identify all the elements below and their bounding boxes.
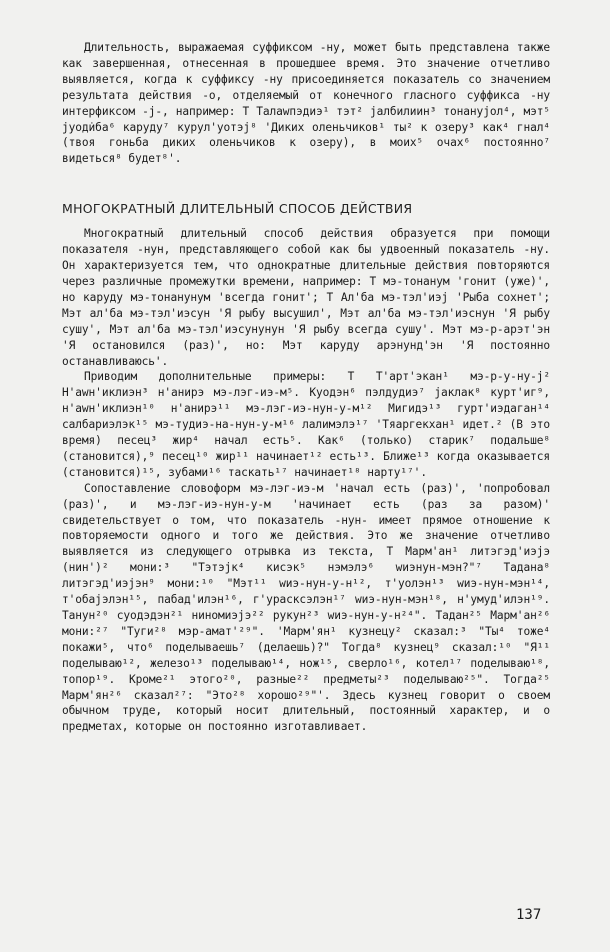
section-heading: МНОГОКРАТНЫЙ ДЛИТЕЛЬНЫЙ СПОСОБ ДЕЙСТВИЯ <box>62 201 413 217</box>
paragraph-multiplicative-definition: Многократный длительный способ действия образуется при помощи показателя -нун, представляющего собой как бы удвоенный показатель -ну. Он характеризуется тем, что однократные длительные действия повторяются через различные промежутки времени, например: Т мэ-тонанум 'гонит (уже)', но каруду мэ-тонанунум 'всегда гонит'; Т Ал'ба мэ-тэл'иэj 'Рыба сохнет'; Мэт ал'ба мэ-тэл'иэсун 'Я рыбу высушил', Мэт ал'ба мэ-тэл'иэснун 'Я рыбу сушу', Мэт ал'ба мэ-тэл'иэсунунун 'Я рыбу всегда сушу'. Мэт мэ-р-арэт'эн 'Я остановился (раз)', но: Мэт каруду арэнунд'эн 'Я постоянно останавливаюсь'. <box>62 227 550 368</box>
page-body <box>62 40 550 735</box>
page-number: 137 <box>516 907 542 923</box>
paragraph-additional-examples: Приводим дополнительные примеры: Т Т'арт'экан¹ мэ-р-у-ну-j² Н'аwн'иклиэн³ н'анирэ мэ-лэг-иэ-м⁵. Куодэн⁶ пэлдудиэ⁷ jаклак⁸ курт'иг⁹, н'аwн'иклиэн¹⁰ н'анирэ¹¹ мэ-лэг-иэ-нун-у-м¹² Мигидэ¹³ гурт'иэдаган¹⁴ салбариэлэк¹⁵ мэ-тудиэ-на-нун-у-м¹⁶ лалимэлэ¹⁷ 'Тяаргекхан¹ идет.² (В это время) песец³ жир⁴ начал есть⁵. Как⁶ (только) старик⁷ подальше⁸ (становится),⁹ песец¹⁰ жир¹¹ начинает¹² есть¹³. Ближе¹³ когда оказывается (становится)¹⁵, зубами¹⁶ таскать¹⁷ начинает¹⁸ нарту¹⁷'. <box>62 370 550 479</box>
paragraph-comparison: Сопоставление словоформ мэ-лэг-иэ-м 'начал есть (раз)', 'попробовал (раз)', и мэ-лэг-иэ-нун-у-м 'начинает есть (раз за разом)' свидетельствует о том, что показатель -нун- имеет прямое отношение к повторяемости одного и того же действия. Это же значение отчетливо выявляется из следующего отрывка из текста, Т Марм'ан¹ литэгэд'иэjэ (нин')² мони:³ "Тэтэjк⁴ кисэк⁵ нэмэлэ⁶ wиэнун-мэн?"⁷ Тадана⁸ литэгэд'иэjэн⁹ мони:¹⁰ "Мэт¹¹ wиэ-нун-у-н¹², т'уолэн¹³ wиэ-нун-мэн¹⁴, т'обаjэлэн¹⁵, пабад'илэн¹⁶, г'урасксэлэн¹⁷ wиэ-нун-мэн¹⁸, н'умуд'илэн¹⁹. Танун²⁰ суодэдэн²¹ ниномиэjэ²² рукун²³ wиэ-нун-у-н²⁴". Тадан²⁵ Марм'ан²⁶ мони:²⁷ "Туги²⁸ мэр-амат'²⁹". 'Марм'ян¹ кузнецу² сказал:³ "Ты⁴ тоже⁴ покажи⁵, что⁶ поделываешь⁷ (делаешь)?" Тогда⁸ кузнец⁹ сказал:¹⁰ "Я¹¹ поделываю¹², железо¹³ поделываю¹⁴, нож¹⁵, сверло¹⁶, котел¹⁷ поделываю¹⁸, топор¹⁹. Кроме²¹ этого²⁰, разные²² предметы²³ поделываю²⁵". Тогда²⁵ Марм'ян²⁶ сказал²⁷: "Это²⁸ хорошо²⁹"'. Здесь кузнец говорит о своем обычном труде, который носит длительный, постоянный характер, и о предметах, которые он постоянно изготавливает. <box>62 481 550 734</box>
paragraph-duration-perfective: Длительность, выражаемая суффиксом -ну, может быть представлена также как завершенная, отнесенная в прошедшее время. Это значение отчетливо выявляется, когда к суффиксу -ну присоединяется показатель со значением результата действия -о, отделяемый от конечного гласного суффикса -ну интерфиксом -j-, например: Т Талаwпэдиэ¹ тэт² jалбилиин³ тонануjол⁴, мэт⁵ jуоди̇ба⁶ каруду⁷ курул'уотэj⁸ 'Диких оленьчиков¹ ты² к озеру³ как⁴ гнал⁴ (твоя гоньба диких оленьчиков к озеру), в моих⁵ очах⁶ постоянно⁷ видеться⁸ будет⁸'. <box>62 41 550 166</box>
